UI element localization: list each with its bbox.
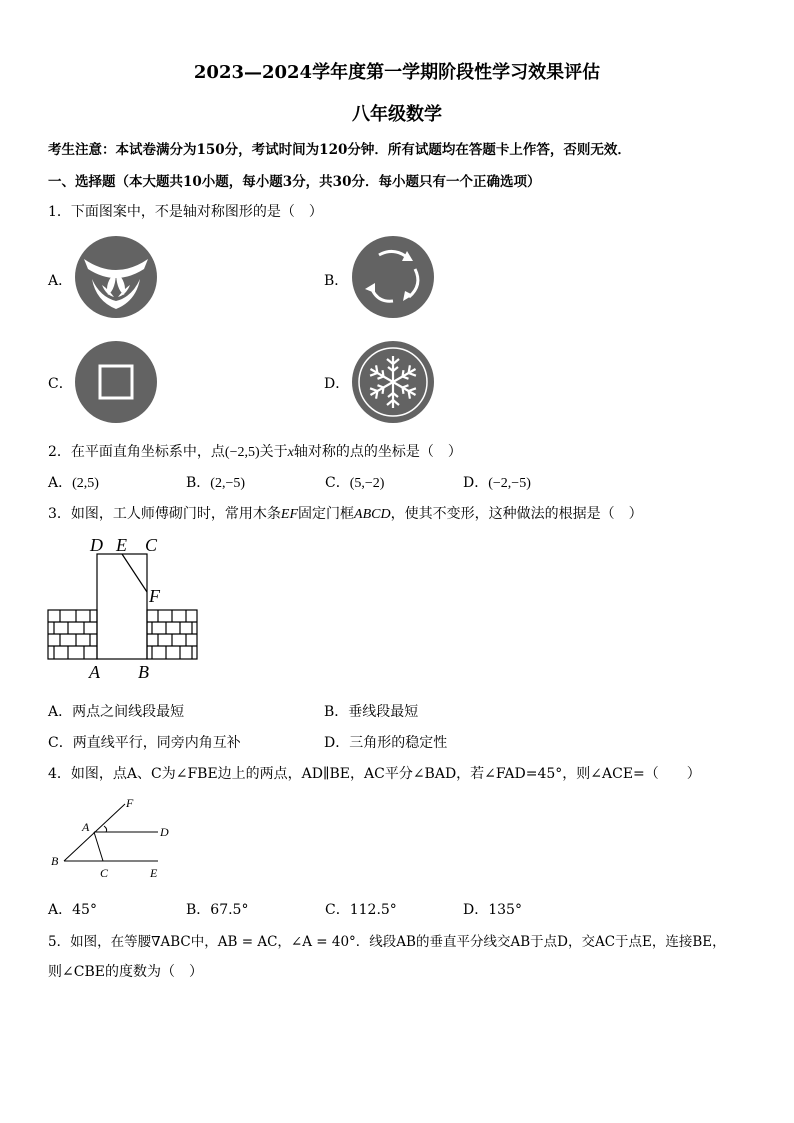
label-b: B — [51, 854, 59, 868]
label-f: F — [149, 586, 160, 606]
section-heading: 一、选择题（本大题共10小题，每小题3分，共30分．每小题只有一个正确选项） — [48, 174, 541, 190]
label-a: A — [82, 820, 90, 834]
angle-figure — [48, 795, 178, 885]
label-a: A — [89, 662, 100, 682]
q3-option-a: A．两点之间线段最短 — [48, 704, 185, 720]
label-e: E — [116, 535, 127, 555]
label-d: D — [90, 535, 103, 555]
q3-option-b: B．垂线段最短 — [324, 704, 419, 720]
question-3-stem: 3．如图，工人师傅砌门时，常用木条EF固定门框ABCD，使其不变形，这种做法的根据是（ ） — [48, 506, 643, 522]
door-frame-figure — [46, 534, 200, 684]
q2-option-d: D．(−2,−5) — [463, 475, 531, 491]
leaf-circle-icon — [74, 235, 158, 319]
question-4-stem: 4．如图，点A、C为∠FBE边上的两点，AD∥BE，AC平分∠BAD，若∠FAD=45°，则∠ACE=（ ） — [48, 766, 701, 782]
q1-option-d-label: D． — [324, 376, 350, 392]
question-2-stem: 2．在平面直角坐标系中，点(−2,5)关于x轴对称的点的坐标是（ ） — [48, 444, 462, 460]
q2-option-a: A．(2,5) — [48, 475, 99, 491]
label-e: E — [150, 866, 158, 880]
q2-option-b: B．(2,−5) — [186, 475, 246, 491]
q4-option-d: D．135° — [463, 902, 522, 918]
question-1-stem: 1．下面图案中，不是轴对称图形的是（ ） — [48, 204, 323, 220]
recycle-arrows-icon — [351, 235, 435, 319]
q1-option-c-label: C． — [48, 376, 73, 392]
label-d: D — [160, 825, 169, 839]
q2-option-c: C．(5,−2) — [325, 475, 385, 491]
label-b: B — [138, 662, 149, 682]
question-5-line-1: 5．如图，在等腰∇ABC中，AB = AC，∠A = 40°．线段AB的垂直平分线交AB于点D，交AC于点E，连接BE， — [48, 934, 726, 950]
square-in-circle-icon — [74, 340, 158, 424]
q4-option-a: A．45° — [48, 902, 97, 918]
label-c: C — [145, 535, 158, 555]
snowflake-icon — [351, 340, 435, 424]
q1-option-b-label: B． — [324, 273, 349, 289]
q4-option-b: B．67.5° — [186, 902, 249, 918]
label-c: C — [100, 866, 109, 880]
q1-option-a-label: A． — [48, 273, 73, 289]
exam-notice: 考生注意：本试卷满分为150分，考试时间为120分钟．所有试题均在答题卡上作答，否则无效． — [48, 142, 631, 158]
label-f: F — [126, 796, 134, 810]
exam-subtitle: 八年级数学 — [352, 104, 442, 125]
q4-option-c: C．112.5° — [325, 902, 397, 918]
question-5-line-2: 则∠CBE的度数为（ ） — [48, 964, 203, 980]
exam-title: 2023—2024学年度第一学期阶段性学习效果评估 — [193, 62, 601, 83]
q3-option-c: C．两直线平行，同旁内角互补 — [48, 735, 241, 751]
q3-option-d: D．三角形的稳定性 — [324, 735, 448, 751]
